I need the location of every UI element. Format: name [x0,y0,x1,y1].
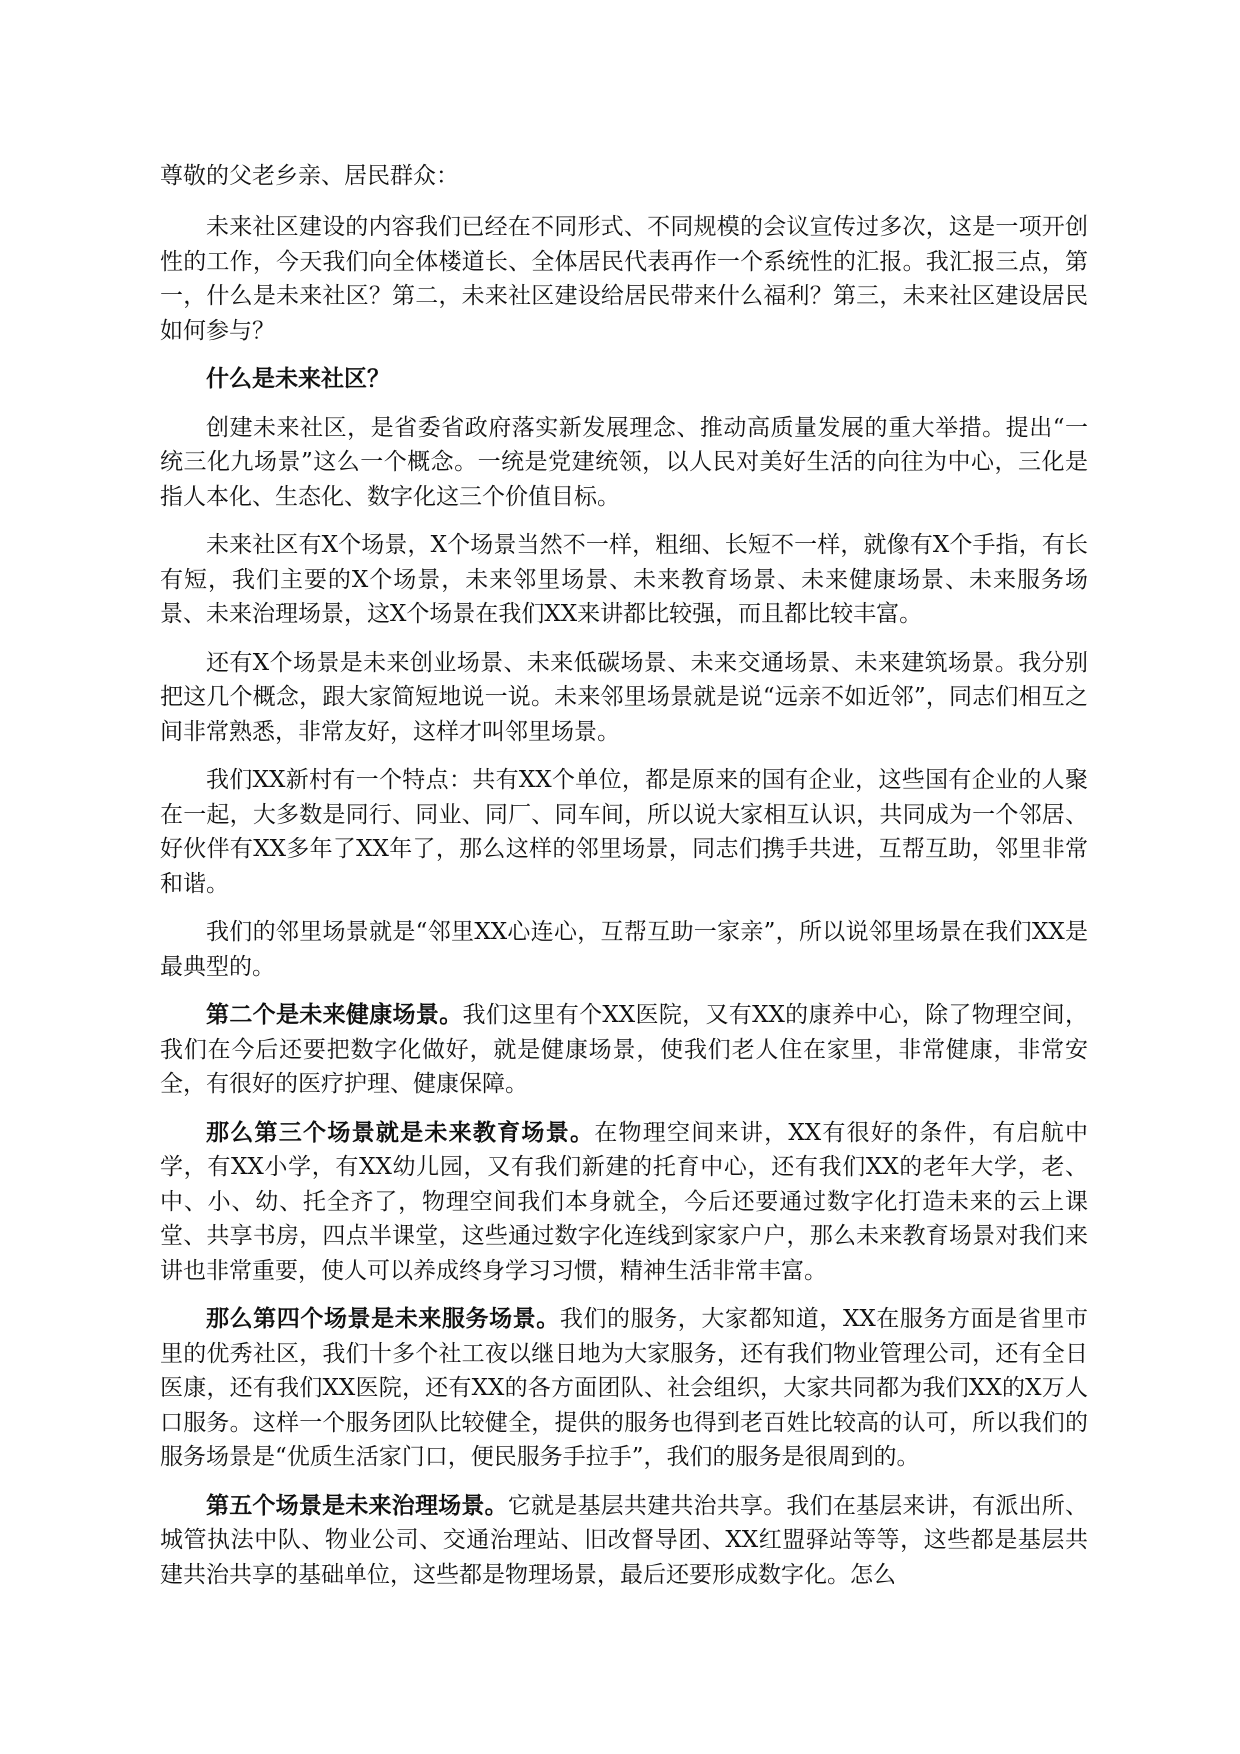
paragraph-governance [160,1489,1088,1593]
education-lead: 那么第三个场景就是未来教育场景。 [206,1118,595,1146]
service-body: 我们的服务，大家都知道，XX在服务方面是省里市里的优秀社区，我们十多个社工夜以继日地为大家服务，还有我们物业管理公司，还有全日医康，还有我们XX医院，还有XX的各方面团队、社会组织，大家共同都为我们XX的X万人口服务。这样一个服务团队比较健全，提供的服务也得到老百姓比较高的认可，所以我们的服务场景是“优质生活家门口，便民服务手拉手”，我们的服务是很周到的。 [160,1306,1089,1470]
section-heading: 什么是未来社区？ [206,365,390,392]
paragraph-concept: 创建未来社区，是省委省政府落实新发展理念、推动高质量发展的重大举措。提出“一统三化九场景”这么一个概念。一统是党建统领，以人民对美好生活的向往为中心，三化是指人本化、生态化、数字化这三个价值目标。 [160,414,1088,510]
governance-body: 它就是基层共建共治共享。我们在基层来讲，有派出所、城管执法中队、物业公司、交通治理站、旧改督导团、XX红盟驿站等等，这些都是基层共建共治共享的基础单位，这些都是物理场景，最后还要形成数字化。怎么 [160,1492,1089,1588]
paragraph-service [160,1302,1088,1475]
service-lead: 那么第四个场景是未来服务场景。 [206,1305,560,1332]
intro-paragraph: 未来社区建设的内容我们已经在不同形式、不同规模的会议宣传过多次，这是一项开创性的工作，今天我们向全体楼道长、全体居民代表再作一个系统性的汇报。我汇报三点，第一，什么是未来社区？第二，未来社区建设给居民带来什么福利？第三，未来社区建设居民如何参与？ [160,214,1088,344]
paragraph-education [160,1116,1088,1289]
document-page [160,158,1088,1606]
paragraph-neighborhood: 我们XX新村有一个特点：共有XX个单位，都是原来的国有企业，这些国有企业的人聚在一起，大多数是同行、同业、同厂、同车间，所以说大家相互认识，共同成为一个邻居、好伙伴有XX多年了XX年了，那么这样的邻里场景，同志们携手共进，互帮互助，邻里非常和谐。 [160,767,1088,897]
paragraph-other-scenes: 还有X个场景是未来创业场景、未来低碳场景、未来交通场景、未来建筑场景。我分别把这几个概念，跟大家简短地说一说。未来邻里场景就是说“远亲不如近邻”，同志们相互之间非常熟悉，非常友好，这样才叫邻里场景。 [160,649,1088,745]
paragraph-neighborhood-slogan: 我们的邻里场景就是“邻里XX心连心，互帮互助一家亲”，所以说邻里场景在我们XX是最典型的。 [160,919,1088,980]
health-lead: 第二个是未来健康场景。 [206,1001,463,1028]
health-body: 我们这里有个XX医院，又有XX的康养中心，除了物理空间，我们在今后还要把数字化做好，就是健康场景，使我们老人住在家里，非常健康，非常安全，有很好的医疗护理、健康保障。 [160,1002,1088,1097]
governance-lead: 第五个场景是未来治理场景。 [206,1491,508,1519]
salutation: 尊敬的父老乡亲、居民群众： [160,163,459,189]
paragraph-health [160,998,1088,1102]
paragraph-scenes: 未来社区有X个场景，X个场景当然不一样，粗细、长短不一样，就像有X个手指，有长有短，我们主要的X个场景，未来邻里场景、未来教育场景、未来健康场景、未来服务场景、未来治理场景，这X个场景在我们XX来讲都比较强，而且都比较丰富。 [160,532,1088,627]
education-body: 在物理空间来讲，XX有很好的条件，有启航中学，有XX小学，有XX幼儿园，又有我们新建的托育中心，还有我们XX的老年大学，老、中、小、幼、托全齐了，物理空间我们本身就全，今后还要通过数字化打造未来的云上课堂、共享书房，四点半课堂，这些通过数字化连线到家家户户，那么未来教育场景对我们来讲也非常重要，使人可以养成终身学习习惯，精神生活非常丰富。 [160,1119,1089,1284]
